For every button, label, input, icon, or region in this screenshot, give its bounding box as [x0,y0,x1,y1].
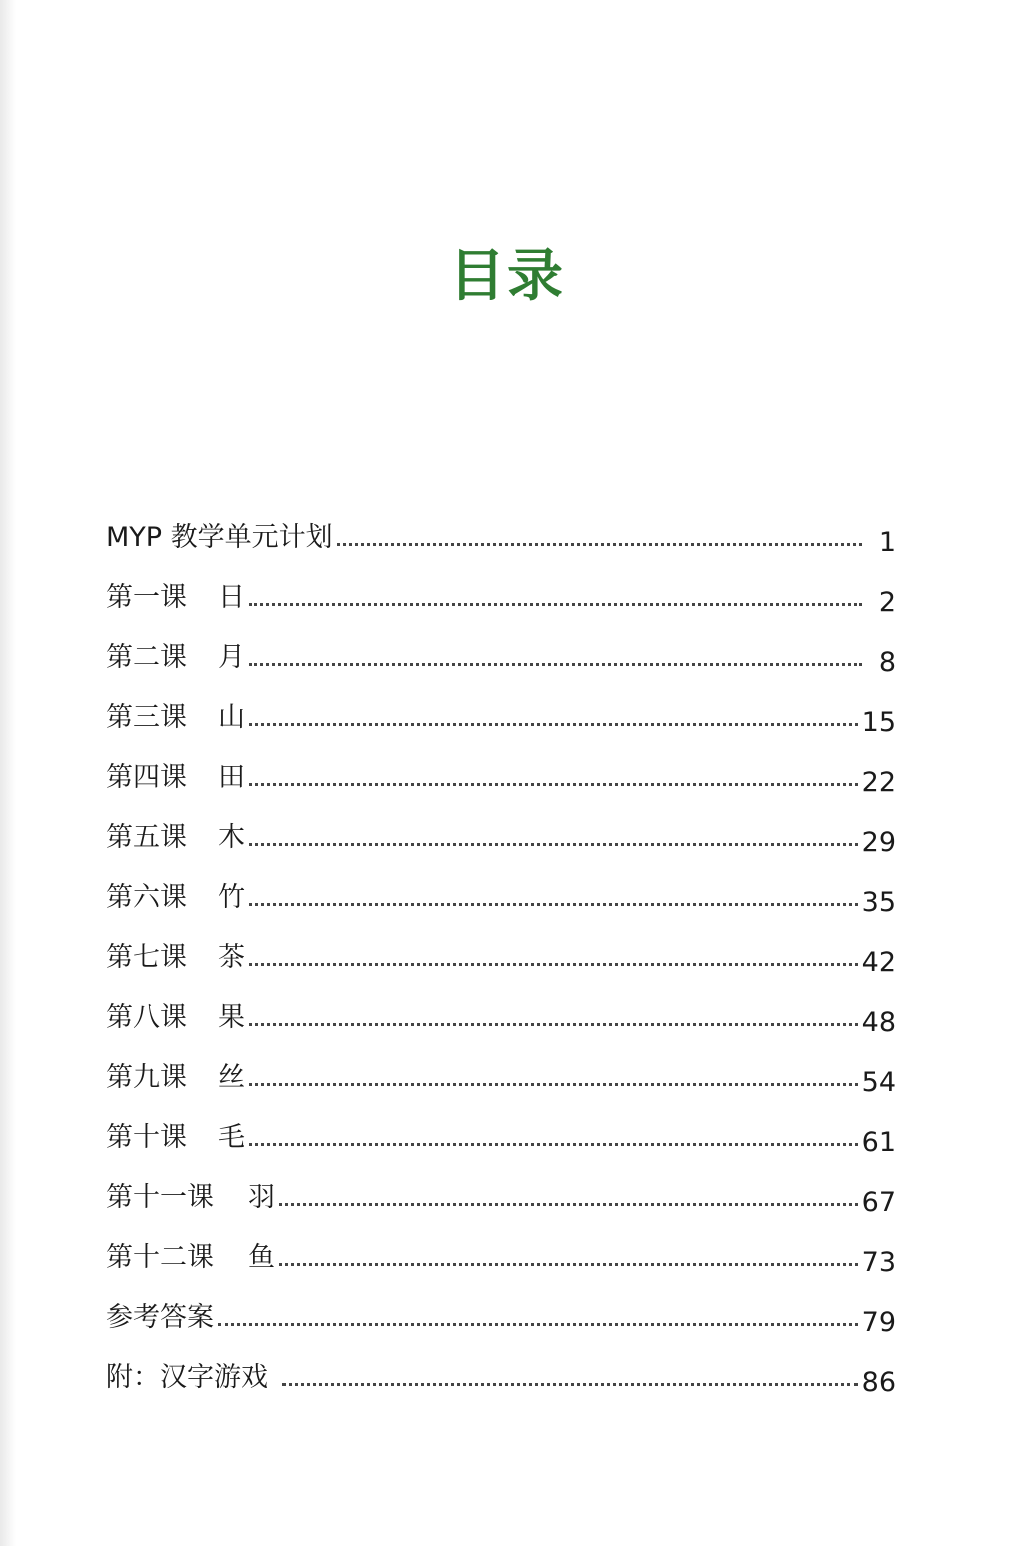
toc-leader-dots [249,602,862,606]
toc-page-number: 2 [878,587,896,618]
toc-entry-title: 木 [218,822,245,853]
toc-leader-dots [249,842,858,846]
toc-lesson-number: 第十一课 [106,1182,214,1213]
toc-page-number: 48 [861,1007,896,1038]
toc-page-number: 35 [861,887,896,918]
toc-entry-title: 茶 [218,942,245,973]
toc-lesson-number: 第四课 [106,762,187,793]
toc-page-number: 29 [861,827,896,858]
toc-leader-dots [249,782,858,786]
toc-leader-dots [337,542,862,546]
toc-lesson-number: 第十课 [106,1122,187,1153]
toc-entry-title: 田 [218,762,245,793]
toc-entry-lesson-1[interactable] [106,554,896,618]
toc-entry-appendix-games[interactable] [106,1334,896,1398]
toc-leader-dots [249,1142,858,1146]
toc-lesson-number: 第三课 [106,702,187,733]
toc-page-number: 61 [861,1127,896,1158]
toc-page-number: 15 [861,707,896,738]
toc-lesson-number: 第五课 [106,822,187,853]
toc-entry-lesson-7[interactable] [106,914,896,978]
toc-page-number: 73 [861,1247,896,1278]
toc-page-number: 8 [878,647,896,678]
toc-leader-dots [279,1262,858,1266]
toc-entry-myp-plan[interactable] [106,494,896,558]
toc-entry-lesson-2[interactable] [106,614,896,678]
toc-entry-title: 附：汉字游戏 [106,1362,268,1393]
table-of-contents [106,494,896,1398]
toc-entry-lesson-12[interactable] [106,1214,896,1278]
toc-leader-dots [249,722,858,726]
toc-leader-dots [249,662,862,666]
toc-entry-title: 果 [218,1002,245,1033]
toc-entry-title: MYP 教学单元计划 [106,522,333,553]
toc-page-number: 54 [861,1067,896,1098]
toc-leader-dots [249,1082,858,1086]
toc-entry-title: 丝 [218,1062,245,1093]
toc-entry-title: 竹 [218,882,245,913]
toc-lesson-number: 第二课 [106,642,187,673]
toc-entry-title: 山 [218,702,245,733]
toc-leader-dots [282,1382,858,1386]
toc-leader-dots [249,962,858,966]
toc-lesson-number: 第六课 [106,882,187,913]
toc-entry-title: 月 [218,642,245,673]
toc-leader-dots [218,1322,858,1326]
toc-page-number: 86 [861,1367,896,1398]
toc-entry-lesson-4[interactable] [106,734,896,798]
toc-leader-dots [249,1022,858,1026]
toc-leader-dots [279,1202,858,1206]
toc-lesson-number: 第九课 [106,1062,187,1093]
toc-entry-title: 羽 [248,1182,275,1213]
toc-entry-lesson-11[interactable] [106,1154,896,1218]
toc-page-number: 79 [861,1307,896,1338]
toc-entry-answers[interactable] [106,1274,896,1338]
toc-entry-lesson-8[interactable] [106,974,896,1038]
toc-lesson-number: 第七课 [106,942,187,973]
toc-entry-lesson-9[interactable] [106,1034,896,1098]
toc-leader-dots [249,902,858,906]
toc-entry-lesson-6[interactable] [106,854,896,918]
toc-entry-lesson-10[interactable] [106,1094,896,1158]
toc-entry-title: 鱼 [248,1242,275,1273]
toc-lesson-number: 第八课 [106,1002,187,1033]
toc-entry-title: 毛 [218,1122,245,1153]
toc-entry-lesson-3[interactable] [106,674,896,738]
toc-page-number: 22 [861,767,896,798]
toc-lesson-number: 第十二课 [106,1242,214,1273]
toc-entry-title: 参考答案 [106,1302,214,1333]
toc-page-number: 1 [878,527,896,558]
page-title: 目录 [449,244,565,309]
toc-entry-lesson-5[interactable] [106,794,896,858]
toc-entry-title: 日 [218,582,245,613]
toc-page-number: 42 [861,947,896,978]
toc-lesson-number: 第一课 [106,582,187,613]
toc-page-number: 67 [861,1187,896,1218]
